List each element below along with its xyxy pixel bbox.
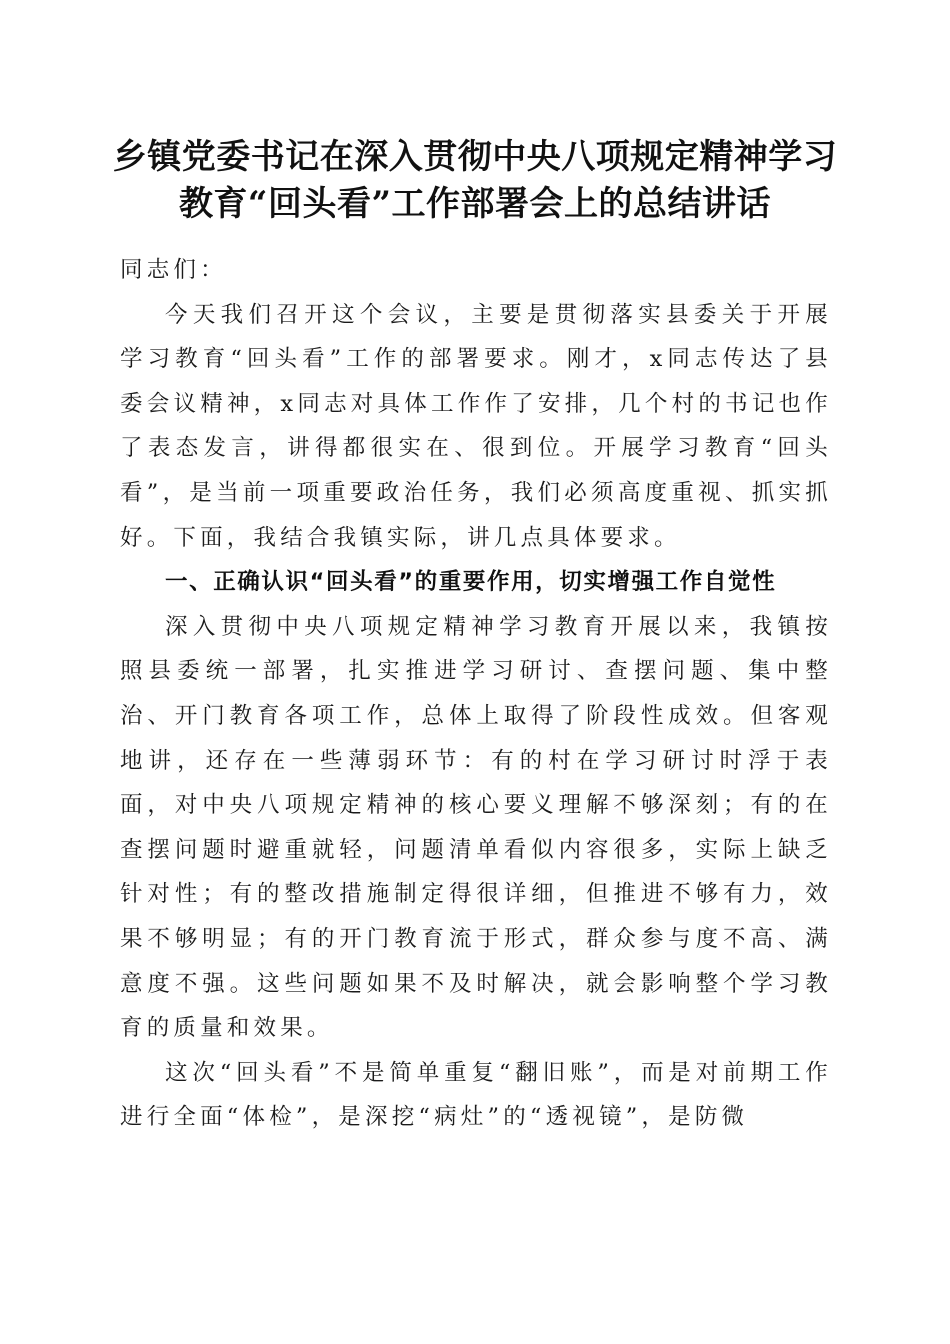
section1-paragraph-2: 这次“回头看”不是简单重复“翻旧账”，而是对前期工作进行全面“体检”，是深挖“病灶”的“透视镜”，是防微	[120, 1059, 832, 1131]
intro-paragraph: 今天我们召开这个会议，主要是贯彻落实县委关于开展学习教育“回头看”工作的部署要求。刚才，x同志传达了县委会议精神，x同志对具体工作作了安排，几个村的书记也作了表态发言，讲得都很实在、很到位。开展学习教育“回头看”，是当前一项重要政治任务，我们必须高度重视、抓实抓好。下面，我结合我镇实际，讲几点具体要求。	[120, 301, 832, 551]
document-title: 乡镇党委书记在深入贯彻中央八项规定精神学习教育“回头看”工作部署会上的总结讲话	[112, 137, 838, 224]
section1-paragraph-1: 深入贯彻中央八项规定精神学习教育开展以来，我镇按照县委统一部署，扎实推进学习研讨、查摆问题、集中整治、开门教育各项工作，总体上取得了阶段性成效。但客观地讲，还存在一些薄弱环节：有的村在学习研讨时浮于表面，对中央八项规定精神的核心要义理解不够深刻；有的在查摆问题时避重就轻，问题清单看似内容很多，实际上缺乏针对性；有的整改措施制定得很详细，但推进不够有力，效果不够明显；有的开门教育流于形式，群众参与度不高、满意度不强。这些问题如果不及时解决，就会影响整个学习教育的质量和效果。	[120, 613, 832, 1042]
salutation: 同志们：	[120, 257, 227, 283]
document-body	[120, 248, 832, 1140]
section-heading-1: 一、正确认识“回头看”的重要作用，切实增强工作自觉性	[165, 569, 777, 596]
